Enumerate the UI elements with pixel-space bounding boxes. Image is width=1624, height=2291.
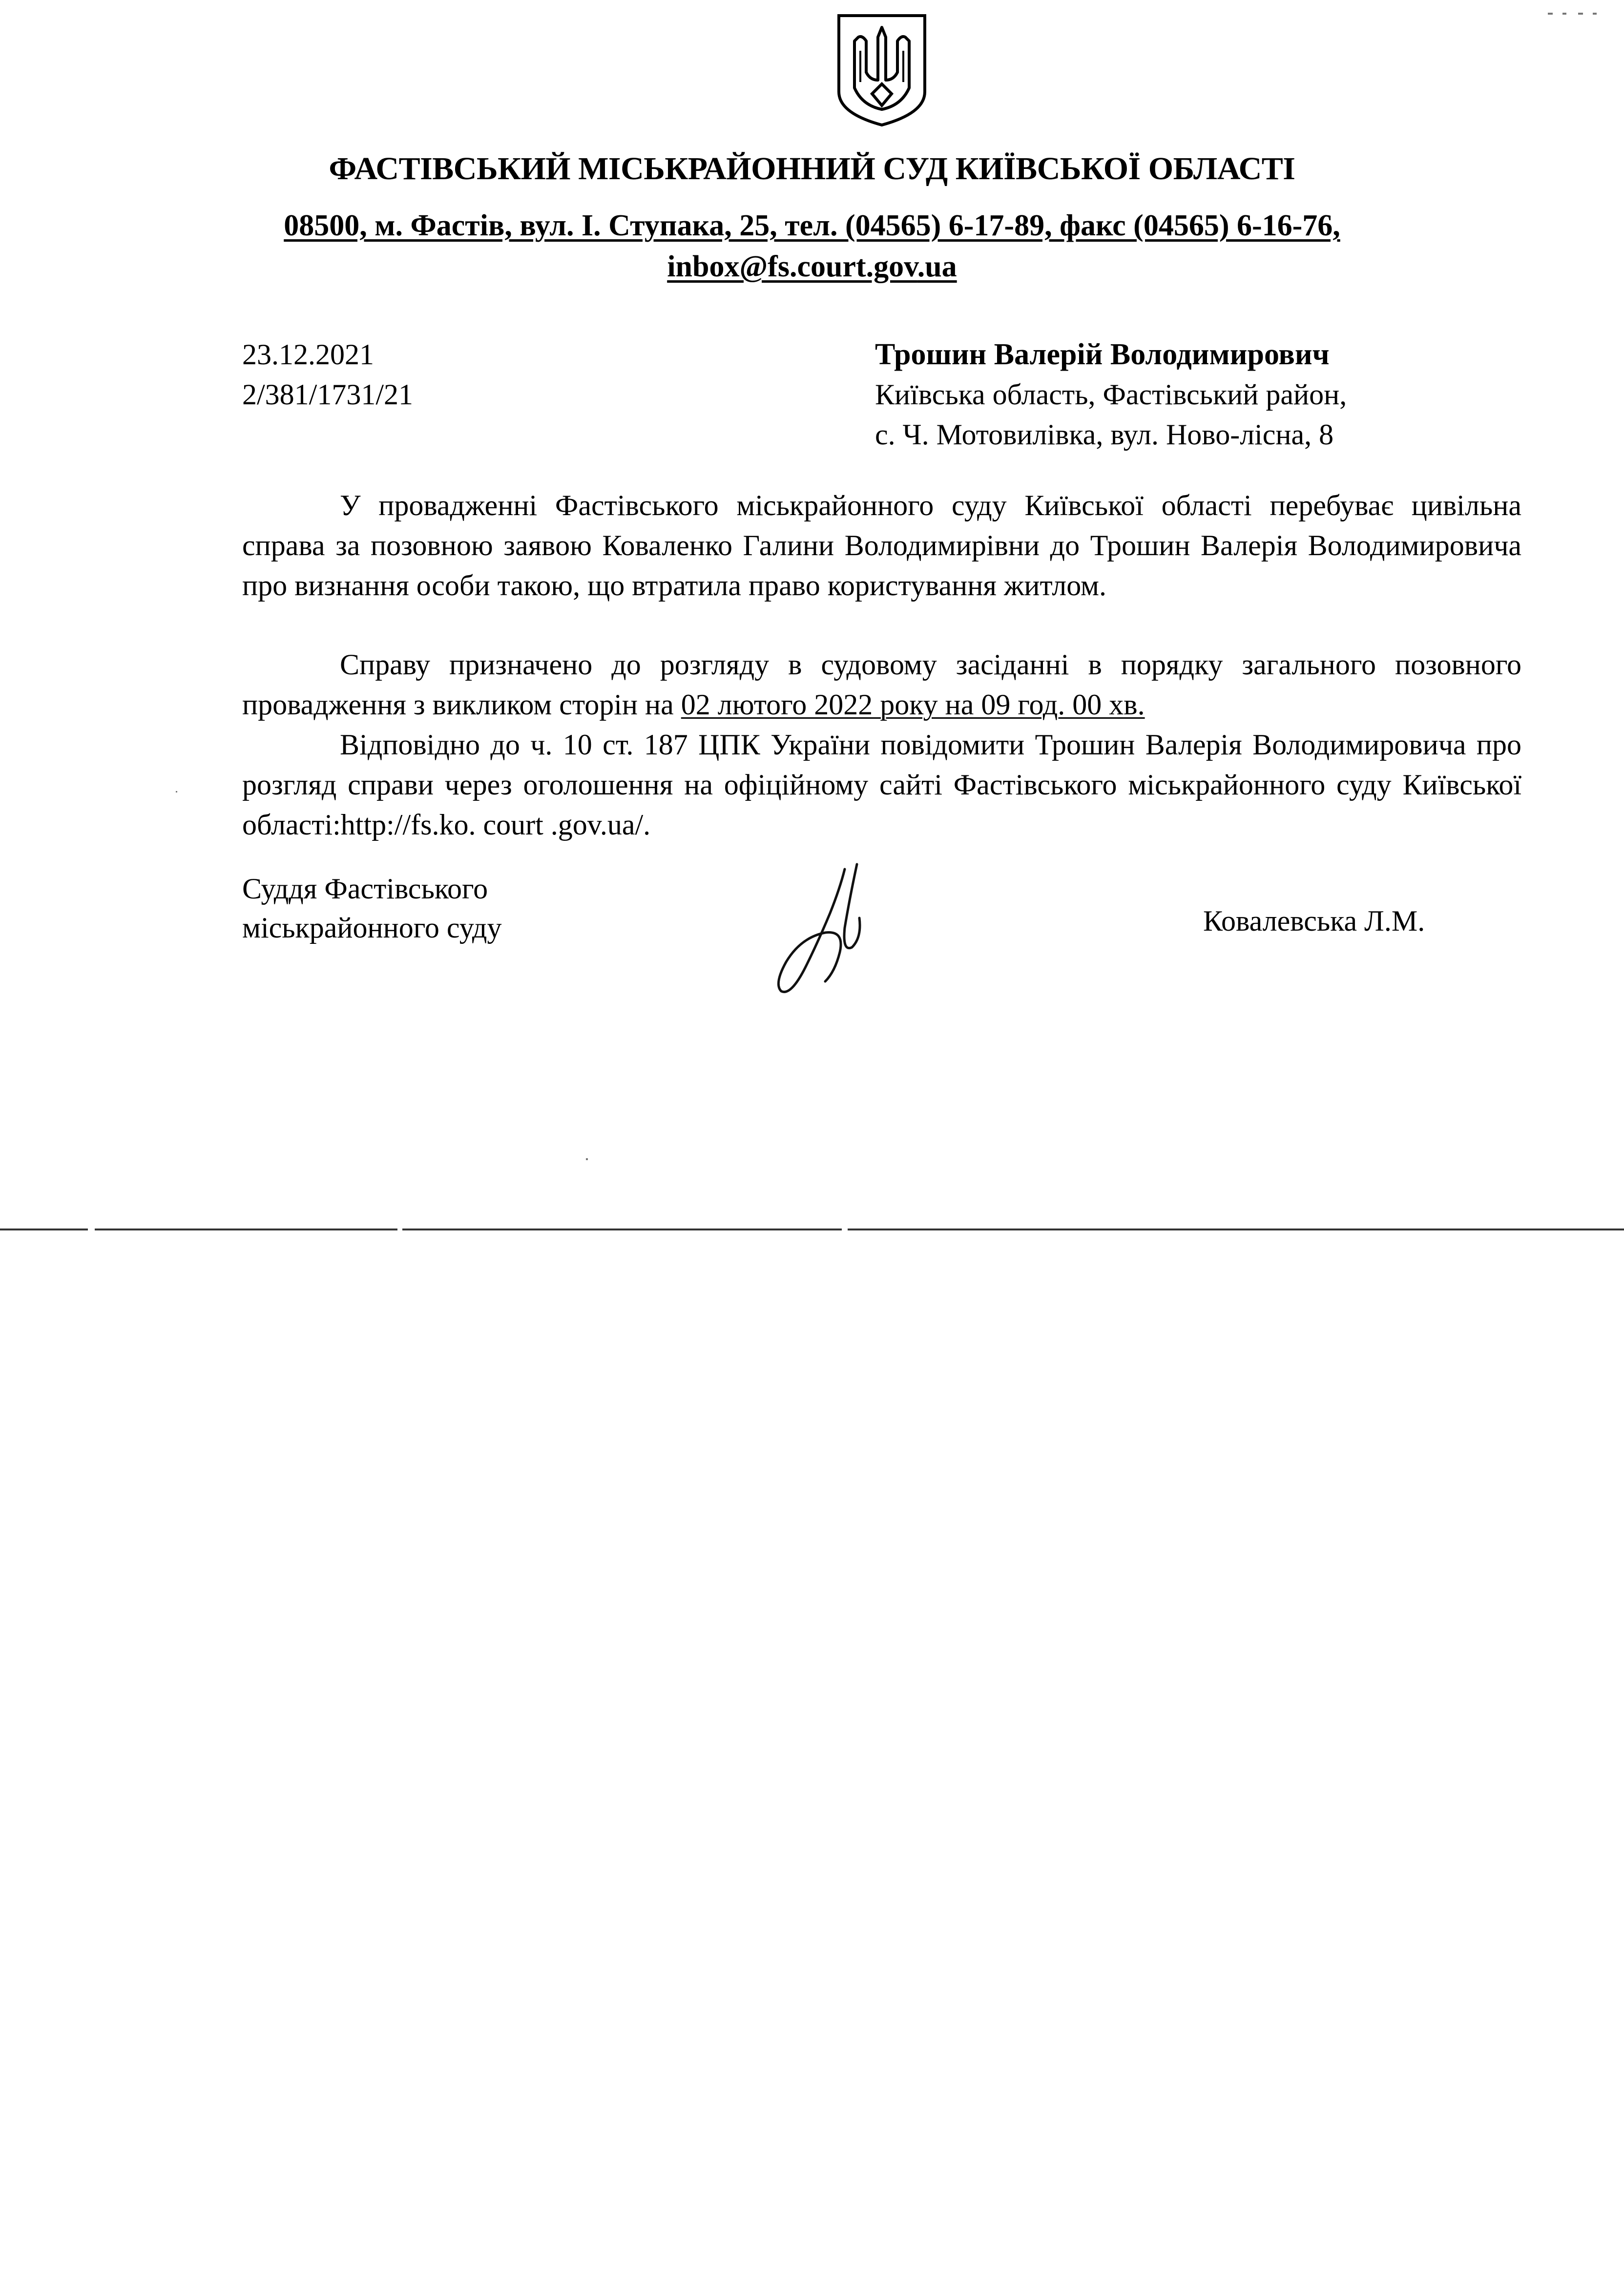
- addressee-address-line-1: Київська область, Фастівський район,: [875, 378, 1347, 411]
- scan-speck: [1548, 13, 1553, 15]
- body-paragraph-case-info: У провадженні Фастівського міськрайонного суду Київської області перебуває цивільна справа за позовною заявою Коваленко Галини Володимирівни до Трошин Валерія Володимировича про визнання особи такою, що втратила право користування житлом.: [242, 489, 1521, 602]
- body-paragraph-notification: Відповідно до ч. 10 ст. 187 ЦПК України повідомити Трошин Валерія Володимировича про розгляд справи через оголошення на офіційному сайті Фастівського міськрайонного суду Київської області:http://fs.ko. court .gov.ua/.: [242, 729, 1521, 841]
- scan-speck: [1578, 13, 1583, 15]
- case-number: 2/381/1731/21: [242, 378, 414, 411]
- tryzub-coat-of-arms-icon: [833, 12, 931, 129]
- handwritten-signature: [771, 859, 898, 1006]
- court-email-domain: .ua: [917, 250, 957, 283]
- court-email-local: inbox@fs.court.gov: [667, 250, 917, 283]
- court-email[interactable]: [667, 250, 957, 283]
- hearing-datetime: 02 лютого 2022 року на 09 год. 00 хв.: [681, 688, 1145, 721]
- addressee-name: Трошин Валерій Володимирович: [875, 338, 1330, 371]
- court-address-phone-fax: 08500, м. Фастів, вул. І. Ступака, 25, тел. (04565) 6-17-89, факс (04565) 6-16-76,: [284, 209, 1340, 242]
- addressee-address-line-2: с. Ч. Мотовилівка, вул. Ново-лісна, 8: [875, 418, 1334, 451]
- court-contacts: [0, 205, 1624, 287]
- hearing-intro: Справу призначено до розгляду в судовому засіданні в порядку загального позовного провадження з викликом сторін на: [242, 648, 1521, 721]
- court-name: ФАСТІВСЬКИЙ МІСЬКРАЙОННИЙ СУД КИЇВСЬКОЇ ОБЛАСТІ: [329, 151, 1295, 187]
- judge-name: Ковалевська Л.М.: [1203, 905, 1425, 937]
- scan-speck: [1593, 13, 1597, 15]
- scan-speck: [586, 1158, 588, 1160]
- page-divider-line: [0, 1228, 1624, 1231]
- document-date: 23.12.2021: [242, 338, 374, 371]
- scan-speck: [176, 791, 177, 792]
- judge-title-line-2: міськрайонного суду: [242, 912, 502, 944]
- body-paragraph-hearing: [242, 645, 1521, 725]
- scan-speck: [1562, 13, 1566, 15]
- judge-title-line-1: Суддя Фастівського: [242, 873, 488, 905]
